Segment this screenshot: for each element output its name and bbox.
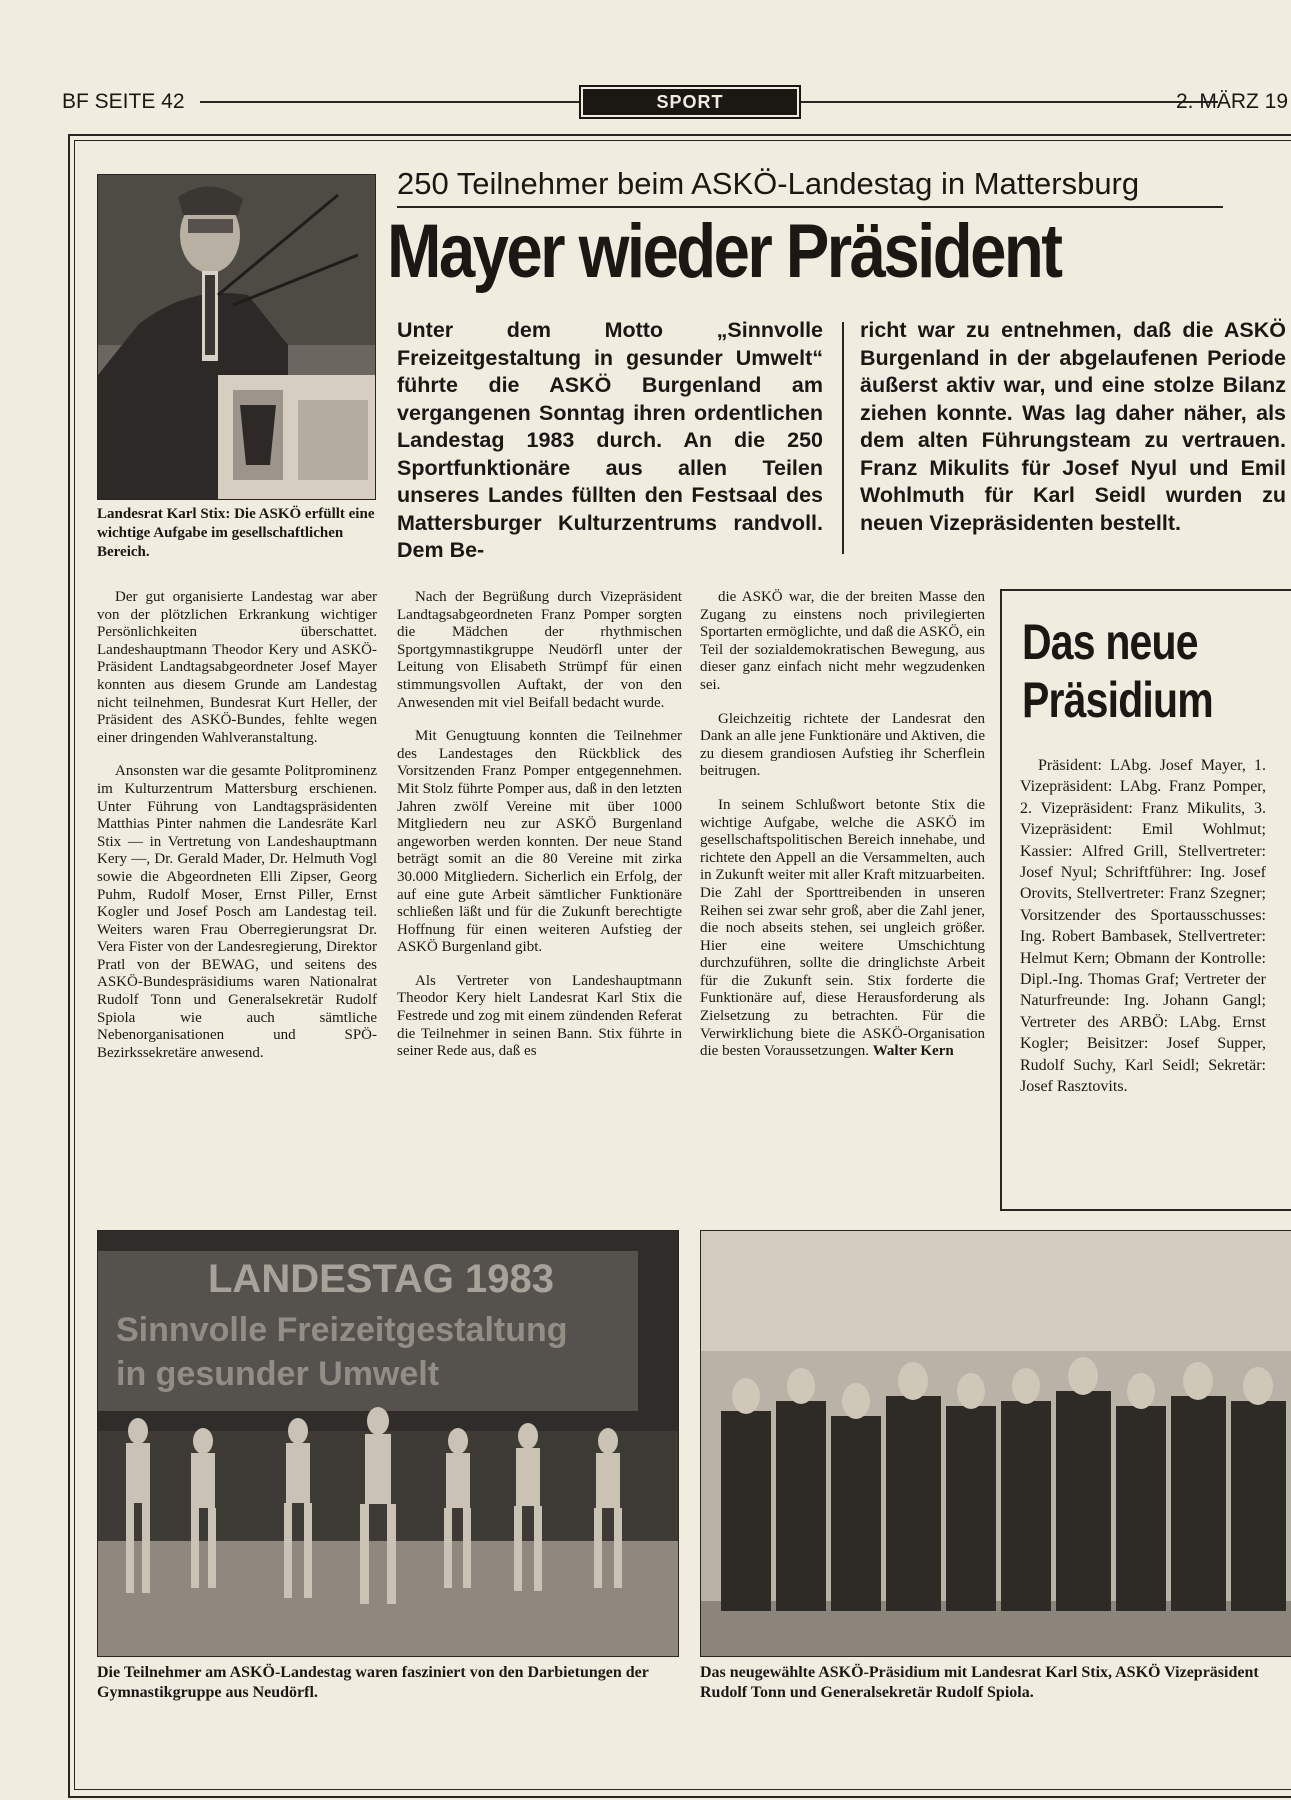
header-rule-left (200, 101, 580, 103)
col1-paragraph-2: Ansonsten war die gesamte Politprominenz im Kulturzentrum Mattersburg erschienen. Unter Führung von Landtagspräsidenten Matthias Pinter nahmen die Landesräte Karl Stix — in Vertretung von Landeshauptmann Kery —, Dr. Gerald Mader, Dr. Helmuth Vogl sowie die Abgeordneten Elli Zipser, Georg Puhm, Rudolf Moser, Ernst Piller, Ernst Kogler und Josef Posch am Landestag teil. Weiters waren Frau Oberregierungsrat Dr. Vera Fister von der Landesregierung, Direktor Pratl von der BEWAG, und seitens des ASKÖ-Bundespräsidiums waren Nationalrat Rudolf Tonn und Generalsekretär Rudolf Spiola wie auch sämtliche Nebenorganisationen und SPÖ-Bezirkssekretäre anwesend. (97, 763, 377, 1061)
lead-left-text: Unter dem Motto „Sinnvolle Freizeitgestaltung in gesunder Umwelt“ führte die ASKÖ Burgenland am vergangenen Sonntag ihren ordentlichen Landestag 1983 durch. An die 250 Sportfunktionäre aus allen Teilen unseres Landes füllten den Festsaal des Mattersburger Kulturzentrums randvoll. Dem Be- (397, 318, 823, 562)
author-signature: Walter Kern (872, 1043, 954, 1060)
presidium-box-text: Präsident: LAbg. Josef Mayer, 1. Vizepräsident: LAbg. Franz Pomper, 2. Vizepräsident: Franz Mikulits, 3. Vizepräsident: Emil Wohlmut; Kassier: Alfred Grill, Stellvertreter: Josef Nyul; Schriftführer: Ing. Josef Orovits, Stellvertreter: Franz Szegner; Vorsitzender des Sportausschusses: Ing. Robert Bambasek, Stellvertreter: Helmut Kern; Obmann der Kontrolle: Dipl.-Ing. Thomas Graf; Vertreter der Naturfreunde: Ing. Johann Gangl; Vertreter des ARBÖ: LAbg. Ernst Kogler; Beisitzer: Josef Supper, Rudolf Suchy, Karl Seidl; Sekretär: Josef Rasztovits. (1020, 757, 1266, 1096)
banner-line-2: Sinnvolle Freizeitgestaltung (116, 1311, 568, 1349)
lead-right-text: richt war zu entnehmen, daß die ASKÖ Burgenland in der abgelaufenen Periode äußerst aktiv war, und eine stolze Bilanz ziehen konnte. Was lag daher näher, als dem alten Führungsteam zu vertrauen. Franz Mikulits für Josef Nyul und Emil Wohlmuth für Karl Seidl wurden zu neuen Vizepräsidenten bestellt. (860, 318, 1286, 535)
body-column-1 (97, 589, 377, 1078)
col3-paragraph-2: Gleichzeitig richtete der Landesrat den Dank an alle jene Funktionäre und Aktiven, die zu diesem grandiosen Aufstieg ihr Scherflein beitrugen. (700, 710, 985, 780)
photo-presidium (700, 1230, 1291, 1657)
section-label: SPORT (583, 89, 797, 115)
col3-paragraph-3-text: In seinem Schlußwort betonte Stix die wichtige Aufgabe, welche die ASKÖ im gesellschaftspolitischen Bereich innehabe, und richtete den Appell an die Versammelten, auch in Zukunft weiter mit aller Kraft mitzuarbeiten. Die Zahl der Sporttreibenden in unseren Reihen sei zwar sehr groß, aber die Zahl jener, die noch abseits stehen, sei ungleich größer. Hier eine weitere Umschichtung durchzuführen, sollte die dringlichste Arbeit für die Zukunft sein. Stix forderte die Funktionäre auf, diese Herausforderung als Zielsetzung zu betrachten. Für die Verwirklichung biete die ASKÖ-Organisation die besten Voraussetzungen. (700, 796, 985, 1060)
article-headline: Mayer wieder Präsident (387, 209, 1061, 294)
issue-date: 2. MÄRZ 19 (1176, 90, 1289, 113)
photo-speaker-caption: Landesrat Karl Stix: Die ASKÖ erfüllt eine wichtige Aufgabe im gesellschaftlichen Bereich. (97, 506, 375, 560)
photo-gymnastics (97, 1230, 679, 1657)
header-rule-right (798, 101, 1218, 103)
col2-paragraph-2: Mit Genugtuung konnten die Teilnehmer des Landestages den Rückblick des Vorsitzenden Franz Pomper entgegennehmen. Mit Stolz führte Pomper aus, daß in den letzten Jahren zwölf Vereine mit über 1000 Mitgliedern neu zur ASKÖ Burgenland angeworben werden konnten. Der neue Stand beträgt somit an die 80 Vereine mit zirka 30.000 Mitgliedern. Sicherlich ein Erfolg, der auf eine gute Arbeit sämtlicher Funktionäre schließen läßt und für die Zukunft berechtigte Hoffnung für einen weiteren Aufstieg der ASKÖ Burgenland gibt. (397, 728, 682, 956)
lead-divider (842, 322, 844, 554)
presidium-box (1000, 589, 1291, 1211)
banner-line-1: LANDESTAG 1983 (208, 1257, 555, 1301)
body-column-2 (397, 589, 682, 1077)
col2-paragraph-1: Nach der Begrüßung durch Vizepräsident Landtagsabgeordneten Franz Pomper sorgten die Mädchen der rhythmischen Sportgymnastikgruppe Neudörfl unter der Leitung von Elisabeth Strümpf für einen stimmungsvollen Auftakt, der von den Anwesenden mit viel Beifall bedacht wurde. (397, 589, 682, 711)
banner-line-3: in gesunder Umwelt (116, 1355, 440, 1393)
lead-left (397, 317, 823, 565)
col2-paragraph-3: Als Vertreter von Landeshauptmann Theodor Kery hielt Landesrat Karl Stix die Festrede und zog mit einem zündenden Referat die Teilnehmer in seinen Bann. Stix führte in seiner Rede aus, daß es (397, 972, 682, 1060)
body-column-3 (700, 589, 985, 1061)
article-subhead: 250 Teilnehmer beim ASKÖ-Landestag in Mattersburg (397, 166, 1140, 201)
photo-presidium-caption: Das neugewählte ASKÖ-Präsidium mit Landesrat Karl Stix, ASKÖ Vizepräsident Rudolf Tonn und Generalsekretär Rudolf Spiola. (700, 1664, 1259, 1701)
photo-gymnastics-caption: Die Teilnehmer am ASKÖ-Landestag waren fasziniert von den Darbietungen der Gymnastikgruppe aus Neudörfl. (97, 1664, 649, 1701)
speaker-illustration (98, 175, 375, 499)
col3-paragraph-1: die ASKÖ war, die der breiten Masse den Zugang zu einstens noch privilegierten Sportarten ermöglichte, und daß die ASKÖ, ein Teil der sozialdemokratischen Bewegung, aus dieser ganz einfach nicht mehr wegzudenken sei. (700, 589, 985, 693)
presidium-box-title-line2: Präsidium (1022, 672, 1213, 728)
photo-speaker (97, 174, 376, 500)
col1-paragraph-1: Der gut organisierte Landestag war aber von der plötzlichen Erkrankung wichtiger Persönlichkeiten überschattet. Landeshauptmann Theodor Kery und ASKÖ-Präsident Landtagsabgeordneter Josef Mayer konnten aus diesem Grunde am Landestag nicht teilnehmen, Bundesrat Kurt Heller, der Präsident des ASKÖ-Bundes, fehlte wegen einer dringenden Wahlveranstaltung. (97, 589, 377, 746)
presidium-box-title-line1: Das neue (1022, 614, 1198, 670)
lead-right (860, 317, 1286, 537)
col3-paragraph-3 (700, 797, 985, 1061)
subhead-rule (397, 206, 1223, 208)
page-number: BF SEITE 42 (62, 90, 185, 113)
presidium-group-illustration (701, 1231, 1291, 1656)
